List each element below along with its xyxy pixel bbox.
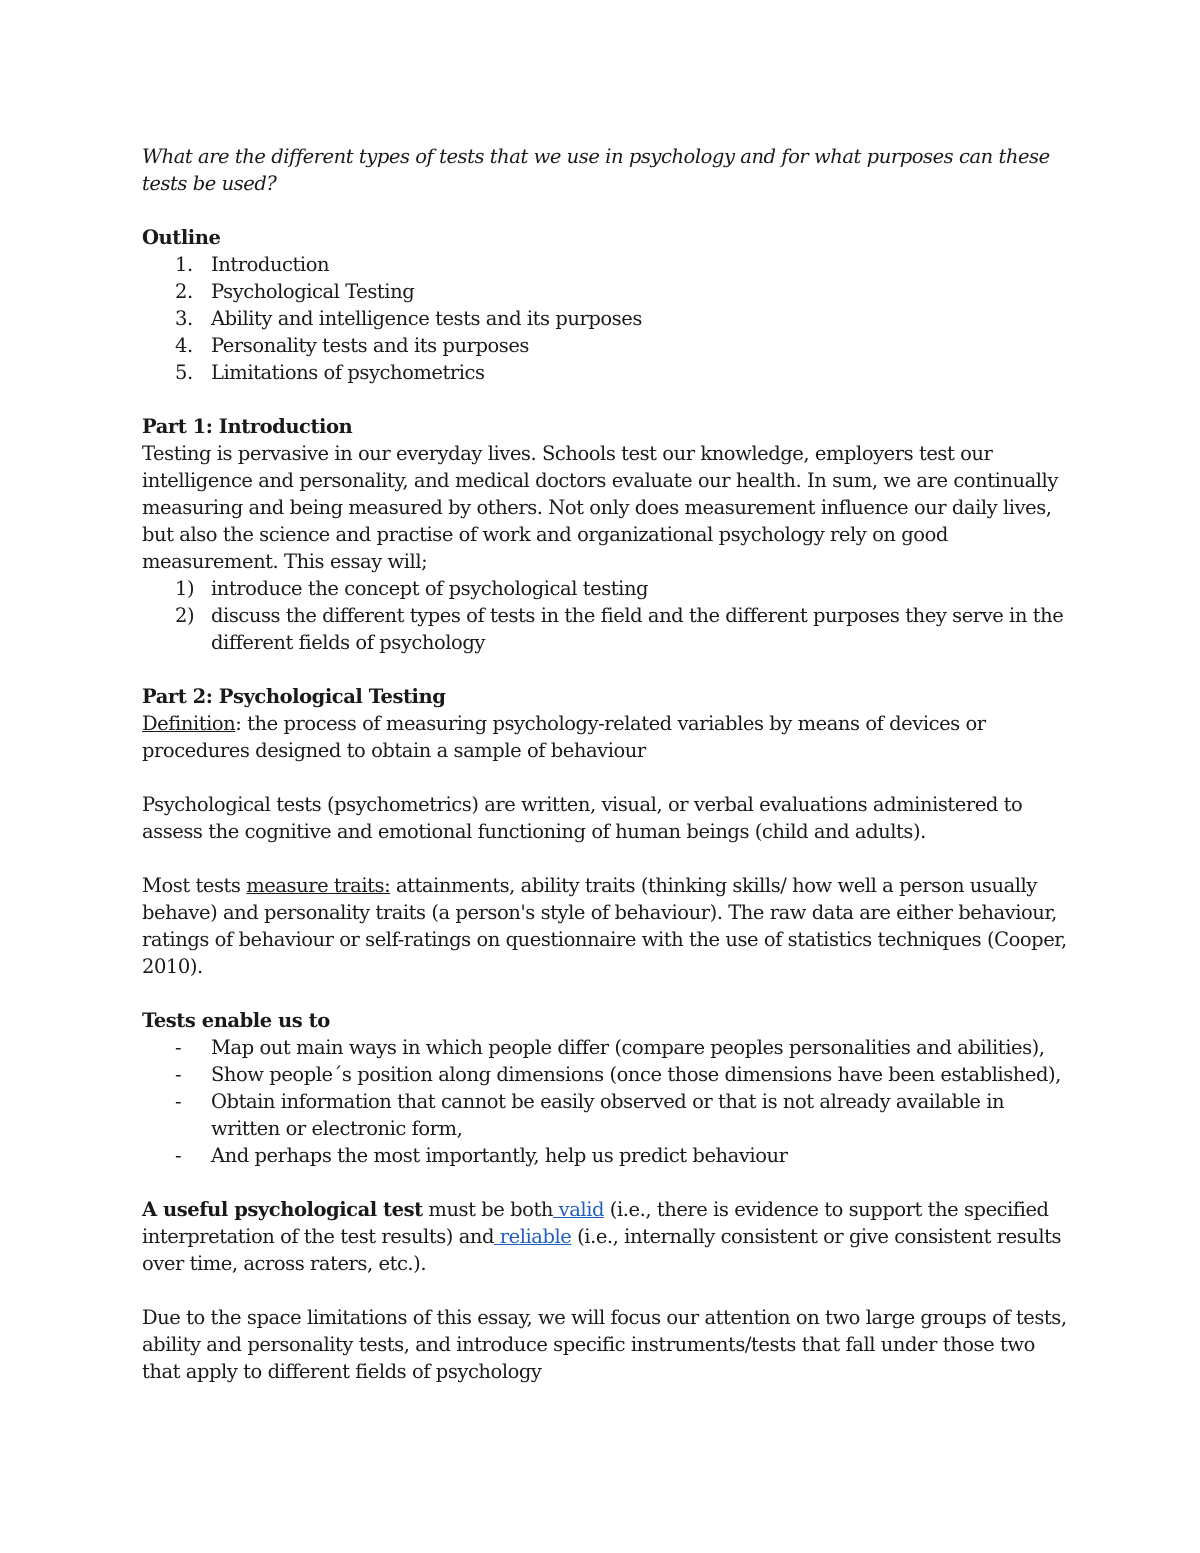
enable-item-text: Map out main ways in which people differ (compare peoples personalities and abilities), xyxy=(211,1036,1045,1059)
part1-list xyxy=(142,575,1072,656)
spacer xyxy=(142,197,1072,224)
spacer xyxy=(142,656,1072,683)
traits-lead: Most tests xyxy=(142,874,247,897)
part2-heading: Part 2: Psychological Testing xyxy=(142,685,446,708)
list-marker: 1) xyxy=(175,577,195,600)
outline-list xyxy=(142,251,1072,386)
outline-item xyxy=(142,332,1072,359)
list-marker: - xyxy=(175,1144,182,1167)
part1-item-text: discuss the different types of tests in the field and the different purposes they serve in the different fields of psychology xyxy=(211,604,1064,654)
spacer xyxy=(142,1277,1072,1304)
enable-item xyxy=(142,1061,1072,1088)
spacer xyxy=(142,386,1072,413)
enable-item xyxy=(142,1088,1072,1142)
closing-paragraph: Due to the space limitations of this essay, we will focus our attention on two large groups of tests, ability and personality tests, and introduce specific instruments/tests that fall under those two that apply to different fields of psychology xyxy=(142,1306,1067,1383)
traits-rest: attainments, ability traits (thinking skills/ how well a person usually behave) and personality traits (a person's style of behaviour). The raw data are either behaviour, ratings of behaviour or self-ratings on questionnaire with the use of statistics techniques (Cooper, 2010). xyxy=(142,874,1067,978)
outline-item-text: Limitations of psychometrics xyxy=(211,361,485,384)
list-marker: - xyxy=(175,1063,182,1086)
list-marker: - xyxy=(175,1036,182,1059)
outline-item-text: Psychological Testing xyxy=(211,280,415,303)
outline-item xyxy=(142,305,1072,332)
useful-text-3: (i.e., internally consistent or give consistent results over time, across raters, etc.). xyxy=(142,1225,1062,1275)
enable-item-text: Show people´s position along dimensions (once those dimensions have been established), xyxy=(211,1063,1061,1086)
traits-paragraph xyxy=(142,872,1072,980)
enable-item xyxy=(142,1142,1072,1169)
outline-item xyxy=(142,278,1072,305)
part1-item xyxy=(142,602,1072,656)
outline-item xyxy=(142,359,1072,386)
reliable-link[interactable]: reliable xyxy=(494,1225,572,1248)
list-marker: 2) xyxy=(175,604,195,627)
list-marker: 5. xyxy=(175,361,193,384)
document-page xyxy=(142,143,1072,1385)
definition-text: : the process of measuring psychology-related variables by means of devices or procedures designed to obtain a sample of behaviour xyxy=(142,712,986,762)
part1-item-text: introduce the concept of psychological testing xyxy=(211,577,649,600)
part1-item xyxy=(142,575,1072,602)
enable-heading: Tests enable us to xyxy=(142,1009,330,1032)
enable-item xyxy=(142,1034,1072,1061)
essay-question: What are the different types of tests that we use in psychology and for what purposes can these tests be used? xyxy=(142,145,1050,195)
part1-heading: Part 1: Introduction xyxy=(142,415,353,438)
useful-text-2: (i.e., there is evidence to support the specified interpretation of the test results) and xyxy=(142,1198,1049,1248)
enable-item-text: And perhaps the most importantly, help us predict behaviour xyxy=(211,1144,788,1167)
definition-term: Definition xyxy=(142,712,236,735)
enable-list xyxy=(142,1034,1072,1169)
list-marker: - xyxy=(175,1090,182,1113)
list-marker: 1. xyxy=(175,253,193,276)
valid-link[interactable]: valid xyxy=(552,1198,605,1221)
spacer xyxy=(142,980,1072,1007)
useful-text-1: must be both xyxy=(422,1198,553,1221)
useful-test-paragraph xyxy=(142,1196,1072,1277)
spacer xyxy=(142,764,1072,791)
part1-paragraph: Testing is pervasive in our everyday lives. Schools test our knowledge, employers test our intelligence and personality, and medical doctors evaluate our health. In sum, we are continually measuring and being measured by others. Not only does measurement influence our daily lives, but also the science and practise of work and organizational psychology rely on good measurement. This essay will; xyxy=(142,442,1058,573)
traits-underlined: measure traits: xyxy=(246,874,391,897)
psychometrics-paragraph: Psychological tests (psychometrics) are written, visual, or verbal evaluations administered to assess the cognitive and emotional functioning of human beings (child and adults). xyxy=(142,793,1023,843)
outline-item-text: Ability and intelligence tests and its purposes xyxy=(211,307,642,330)
spacer xyxy=(142,1169,1072,1196)
enable-item-text: Obtain information that cannot be easily observed or that is not already available in written or electronic form, xyxy=(211,1090,1005,1140)
outline-heading: Outline xyxy=(142,226,221,249)
outline-item xyxy=(142,251,1072,278)
list-marker: 2. xyxy=(175,280,193,303)
useful-test-bold: A useful psychological test xyxy=(142,1198,423,1221)
outline-item-text: Introduction xyxy=(211,253,330,276)
list-marker: 3. xyxy=(175,307,193,330)
outline-item-text: Personality tests and its purposes xyxy=(211,334,529,357)
spacer xyxy=(142,845,1072,872)
list-marker: 4. xyxy=(175,334,193,357)
definition-paragraph xyxy=(142,710,1072,764)
